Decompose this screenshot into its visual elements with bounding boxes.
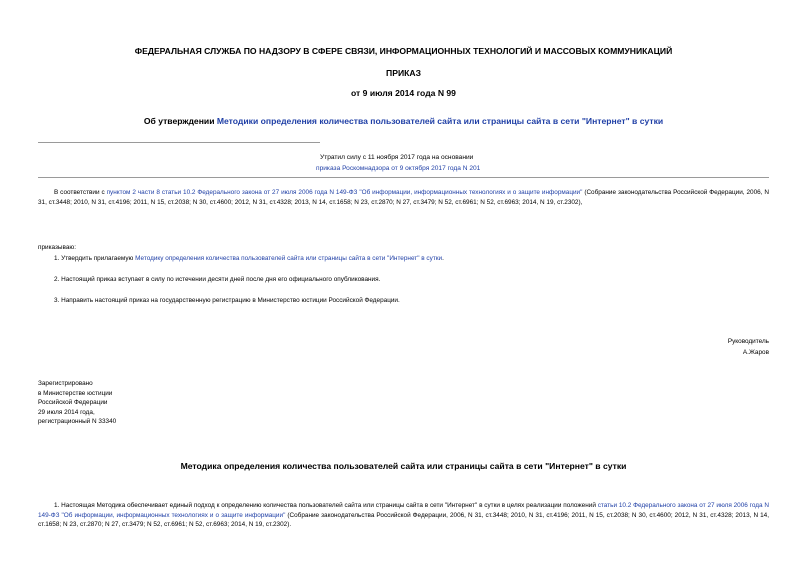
registration-line: 29 июля 2014 года, [38, 408, 95, 416]
registration-line: в Министерстве юстиции [38, 389, 113, 397]
signature-role: Руководитель [727, 338, 769, 345]
method-paragraph-1 [38, 501, 769, 530]
title-prefix: Об утверждении [143, 116, 217, 126]
document-type: ПРИКАЗ [386, 68, 421, 78]
order-item-3: 3. Направить настоящий приказ на государственную регистрацию в Министерство юстиции Российской Федерации. [54, 297, 400, 304]
title-link[interactable]: Методики определения количества пользователей сайта или страницы сайта в сети "Интернет" в сутки [216, 116, 664, 126]
expiry-link[interactable]: приказа Роскомнадзора от 9 октября 2017 года N 201 [316, 165, 481, 172]
method-p1-citation: (Собрание законодательства Российской Федерации, 2006, N 31, ст.3448; 2010, N 31, ст.4196; 2011, N 15, ст.2038; N 30, ст.4600; 2012, N 31, ст.4328; 2013, N 14, ст.1658; N 23, ст.2870; N 27, ст.3479; N 52, ст.6961; N 52, ст.6963; 2014, N 19, ст.2302). [38, 511, 769, 529]
document-date: от 9 июля 2014 года N 99 [351, 88, 456, 98]
divider-bottom [38, 177, 769, 178]
method-title: Методика определения количества пользователей сайта или страницы сайта в сети "Интернет" в сутки [180, 461, 627, 471]
article-link[interactable]: статьи 10.2 Федерального закона от 27 июля 2006 года N 149-ФЗ "Об информации, информационных технологиях и о защите информации" [38, 502, 770, 519]
order-item-2: 2. Настоящий приказ вступает в силу по истечении десяти дней после дня его официального опубликования. [54, 276, 381, 283]
divider-top [38, 142, 320, 143]
preamble-citation: (Собрание законодательства Российской Федерации, 2006, N 31, ст.3448; 2010, N 31, ст.4196; 2011, N 15, ст.2038; N 30, ст.4600; 2012, N 31, ст.4328; 2013, N 14, ст.1658; N 23, ст.2870; N 27, ст.3479; N 52, ст.6961; N 52, ст.6963; 2014, N 19, ст.2302), [38, 189, 770, 206]
registration-line: Российской Федерации [38, 399, 108, 407]
expiry-note: Утратил силу с 11 ноября 2017 года на основании [320, 154, 474, 161]
order-item-1 [54, 254, 444, 264]
method-link[interactable]: Методику определения количества пользователей сайта или страницы сайта в сети "Интернет" в сутки [135, 255, 443, 262]
method-p1-text: 1. Настоящая Методика обеспечивает единый подход к определению количества пользователей сайта или страницы сайта в сети "Интернет" в сутки в целях реализации положений [54, 502, 598, 509]
document-title [0, 116, 807, 126]
preamble-text: В соответствии с [54, 189, 107, 196]
signature-name: А.Жаров [742, 349, 769, 356]
order-word: приказываю: [38, 244, 76, 251]
law-link[interactable]: пунктом 2 части 8 статьи 10.2 Федерального закона от 27 июля 2006 года N 149-ФЗ "Об информации, информационных технологиях и о защите информации" [106, 189, 583, 196]
preamble-paragraph [38, 188, 769, 207]
issuing-authority: ФЕДЕРАЛЬНАЯ СЛУЖБА ПО НАДЗОРУ В СФЕРЕ СВЯЗИ, ИНФОРМАЦИОННЫХ ТЕХНОЛОГИЙ И МАССОВЫХ КОММУНИКАЦИЙ [134, 46, 673, 56]
registration-line: регистрационный N 33340 [38, 418, 117, 426]
registration-block [38, 379, 116, 427]
item1-end: . [442, 255, 444, 262]
item1-text: 1. Утвердить прилагаемую [54, 255, 136, 262]
registration-line: Зарегистрировано [38, 380, 93, 387]
